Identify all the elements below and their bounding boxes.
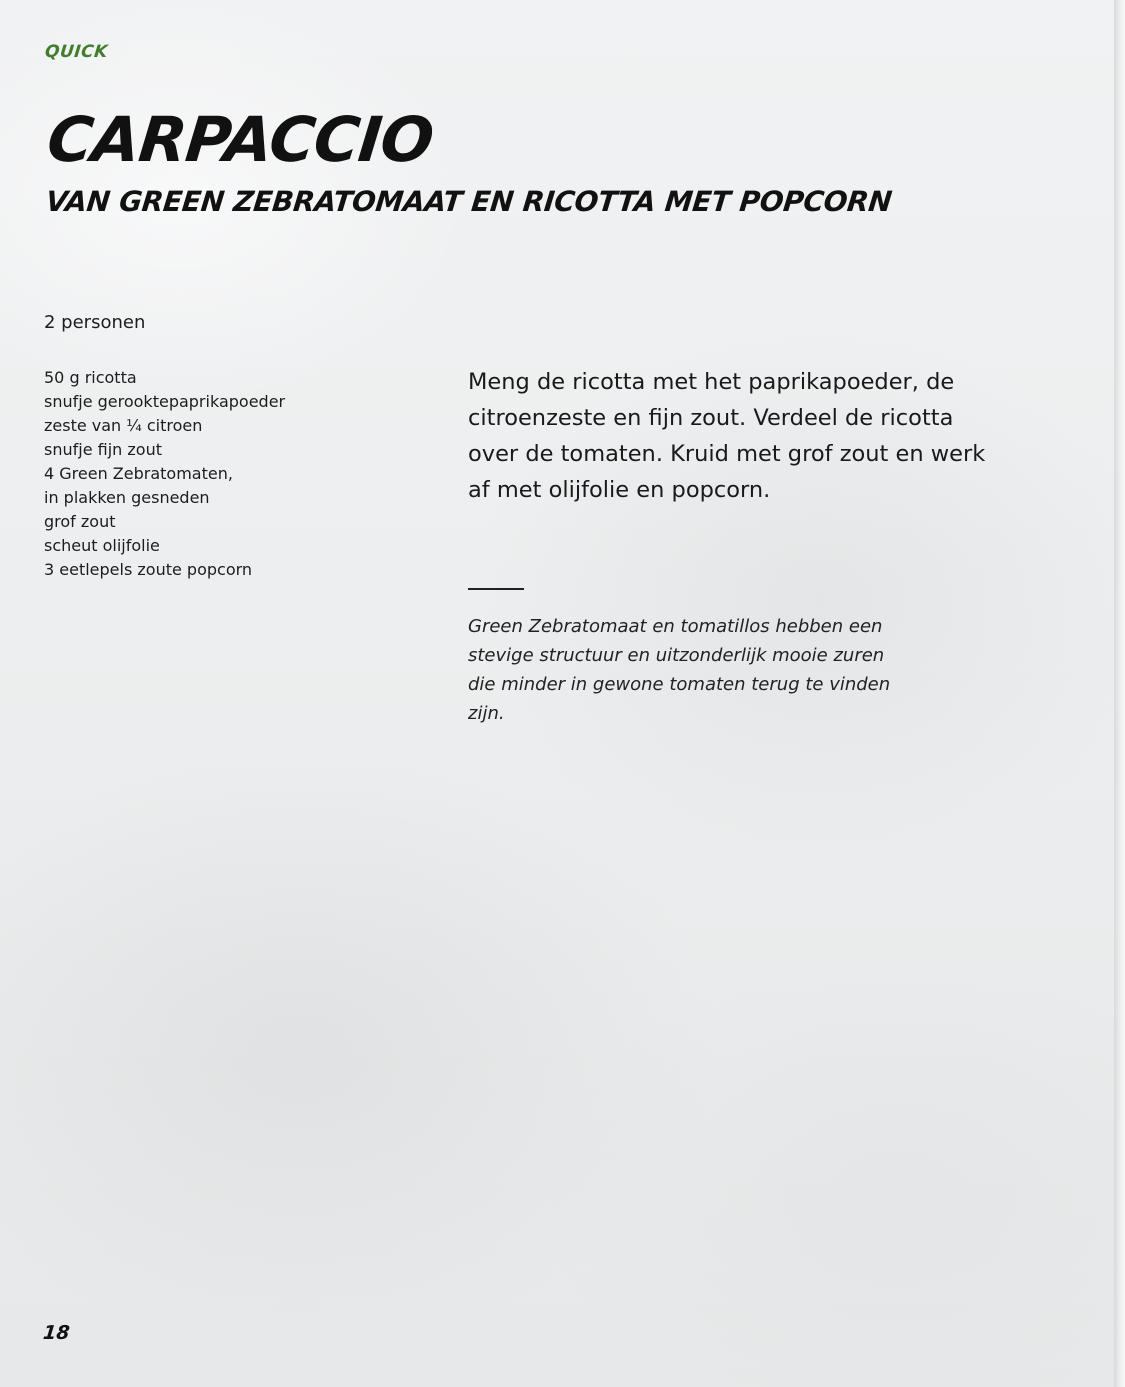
recipe-subtitle: VAN GREEN ZEBRATOMAAT EN RICOTTA MET POPCORN xyxy=(44,185,894,218)
ingredient-item: 4 Green Zebratomaten, xyxy=(44,464,233,483)
ingredient-item: grof zout xyxy=(44,512,116,531)
ingredient-item: zeste van ¼ citroen xyxy=(44,416,203,435)
ingredient-list xyxy=(44,366,285,582)
divider xyxy=(468,588,524,590)
ingredient-item: scheut olijfolie xyxy=(44,536,160,555)
page-edge xyxy=(1114,0,1125,1387)
ingredient-item: 3 eetlepels zoute popcorn xyxy=(44,560,253,579)
section-label: QUICK xyxy=(44,42,109,62)
ingredient-item: snufje gerooktepaprikapoeder xyxy=(44,392,286,411)
recipe-title: CARPACCIO xyxy=(43,103,437,176)
page-number: 18 xyxy=(42,1322,71,1344)
servings: 2 personen xyxy=(44,312,146,333)
ingredient-item: in plakken gesneden xyxy=(44,488,210,507)
ingredient-item: 50 g ricotta xyxy=(44,368,137,387)
tip-note: Green Zebratomaat en tomatillos hebben een stevige structuur en uitzonderlijk mooie zuren die minder in gewone tomaten terug te vinden zijn. xyxy=(468,616,891,724)
ingredient-item: snufje fijn zout xyxy=(44,440,162,459)
instructions: Meng de ricotta met het paprikapoeder, de citroenzeste en fijn zout. Verdeel de ricotta over de tomaten. Kruid met grof zout en werk af met olijfolie en popcorn. xyxy=(468,369,986,503)
